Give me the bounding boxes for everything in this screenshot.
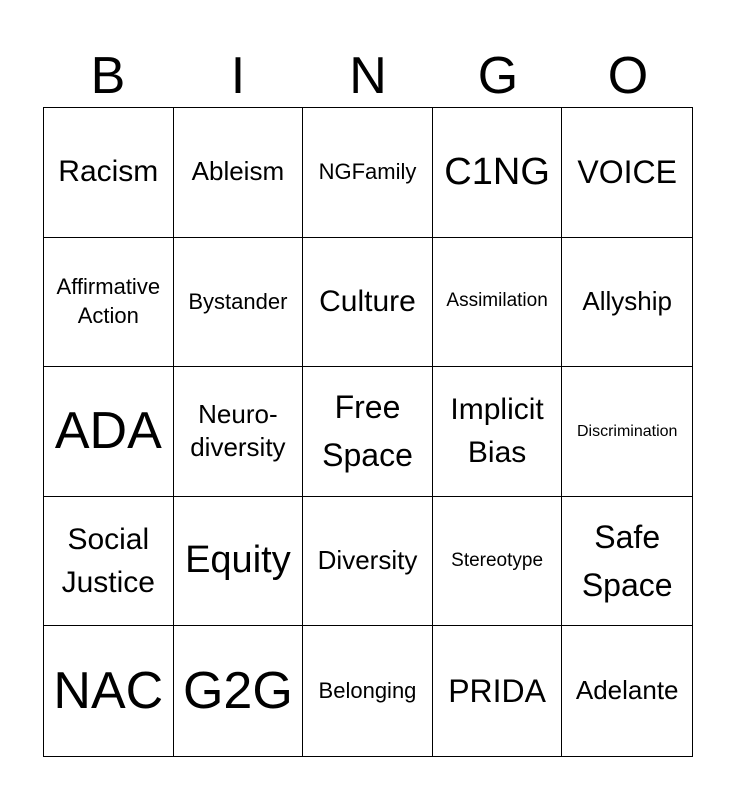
header-letter-o: O <box>607 47 649 105</box>
bingo-cell[interactable]: Belonging <box>303 626 433 756</box>
bingo-cell[interactable]: Diversity <box>303 497 433 627</box>
header-letter-i: I <box>230 47 246 105</box>
bingo-cell[interactable]: Implicit Bias <box>433 367 563 497</box>
bingo-board <box>43 107 693 757</box>
bingo-cell[interactable]: Culture <box>303 238 433 368</box>
bingo-cell[interactable]: Free Space <box>303 367 433 497</box>
bingo-cell[interactable]: Stereotype <box>433 497 563 627</box>
bingo-cell[interactable]: VOICE <box>562 108 692 238</box>
bingo-cell[interactable]: Allyship <box>562 238 692 368</box>
header-letter-n: N <box>349 47 387 105</box>
bingo-cell[interactable]: Bystander <box>174 238 304 368</box>
bingo-cell[interactable]: NAC <box>44 626 174 756</box>
bingo-header <box>43 46 693 106</box>
bingo-cell[interactable]: PRIDA <box>433 626 563 756</box>
header-letter-g: G <box>477 47 519 105</box>
bingo-cell[interactable]: ADA <box>44 367 174 497</box>
bingo-cell[interactable]: G2G <box>174 626 304 756</box>
bingo-cell[interactable]: Racism <box>44 108 174 238</box>
bingo-cell[interactable]: Social Justice <box>44 497 174 627</box>
bingo-cell[interactable]: Adelante <box>575 675 679 706</box>
bingo-cell[interactable]: NGFamily <box>303 108 433 238</box>
header-letter-b: B <box>90 47 126 105</box>
bingo-cell[interactable]: Affirmative Action <box>44 238 174 368</box>
bingo-cell[interactable]: C1NG <box>433 108 563 238</box>
bingo-cell[interactable]: Ableism <box>174 108 304 238</box>
bingo-cell[interactable]: Safe Space <box>562 497 692 627</box>
bingo-cell[interactable]: Neuro-diversity <box>174 367 304 497</box>
bingo-cell[interactable]: Equity <box>174 497 304 627</box>
bingo-cell[interactable]: Discrimination <box>562 367 692 497</box>
bingo-cell[interactable]: Assimilation <box>433 238 563 368</box>
